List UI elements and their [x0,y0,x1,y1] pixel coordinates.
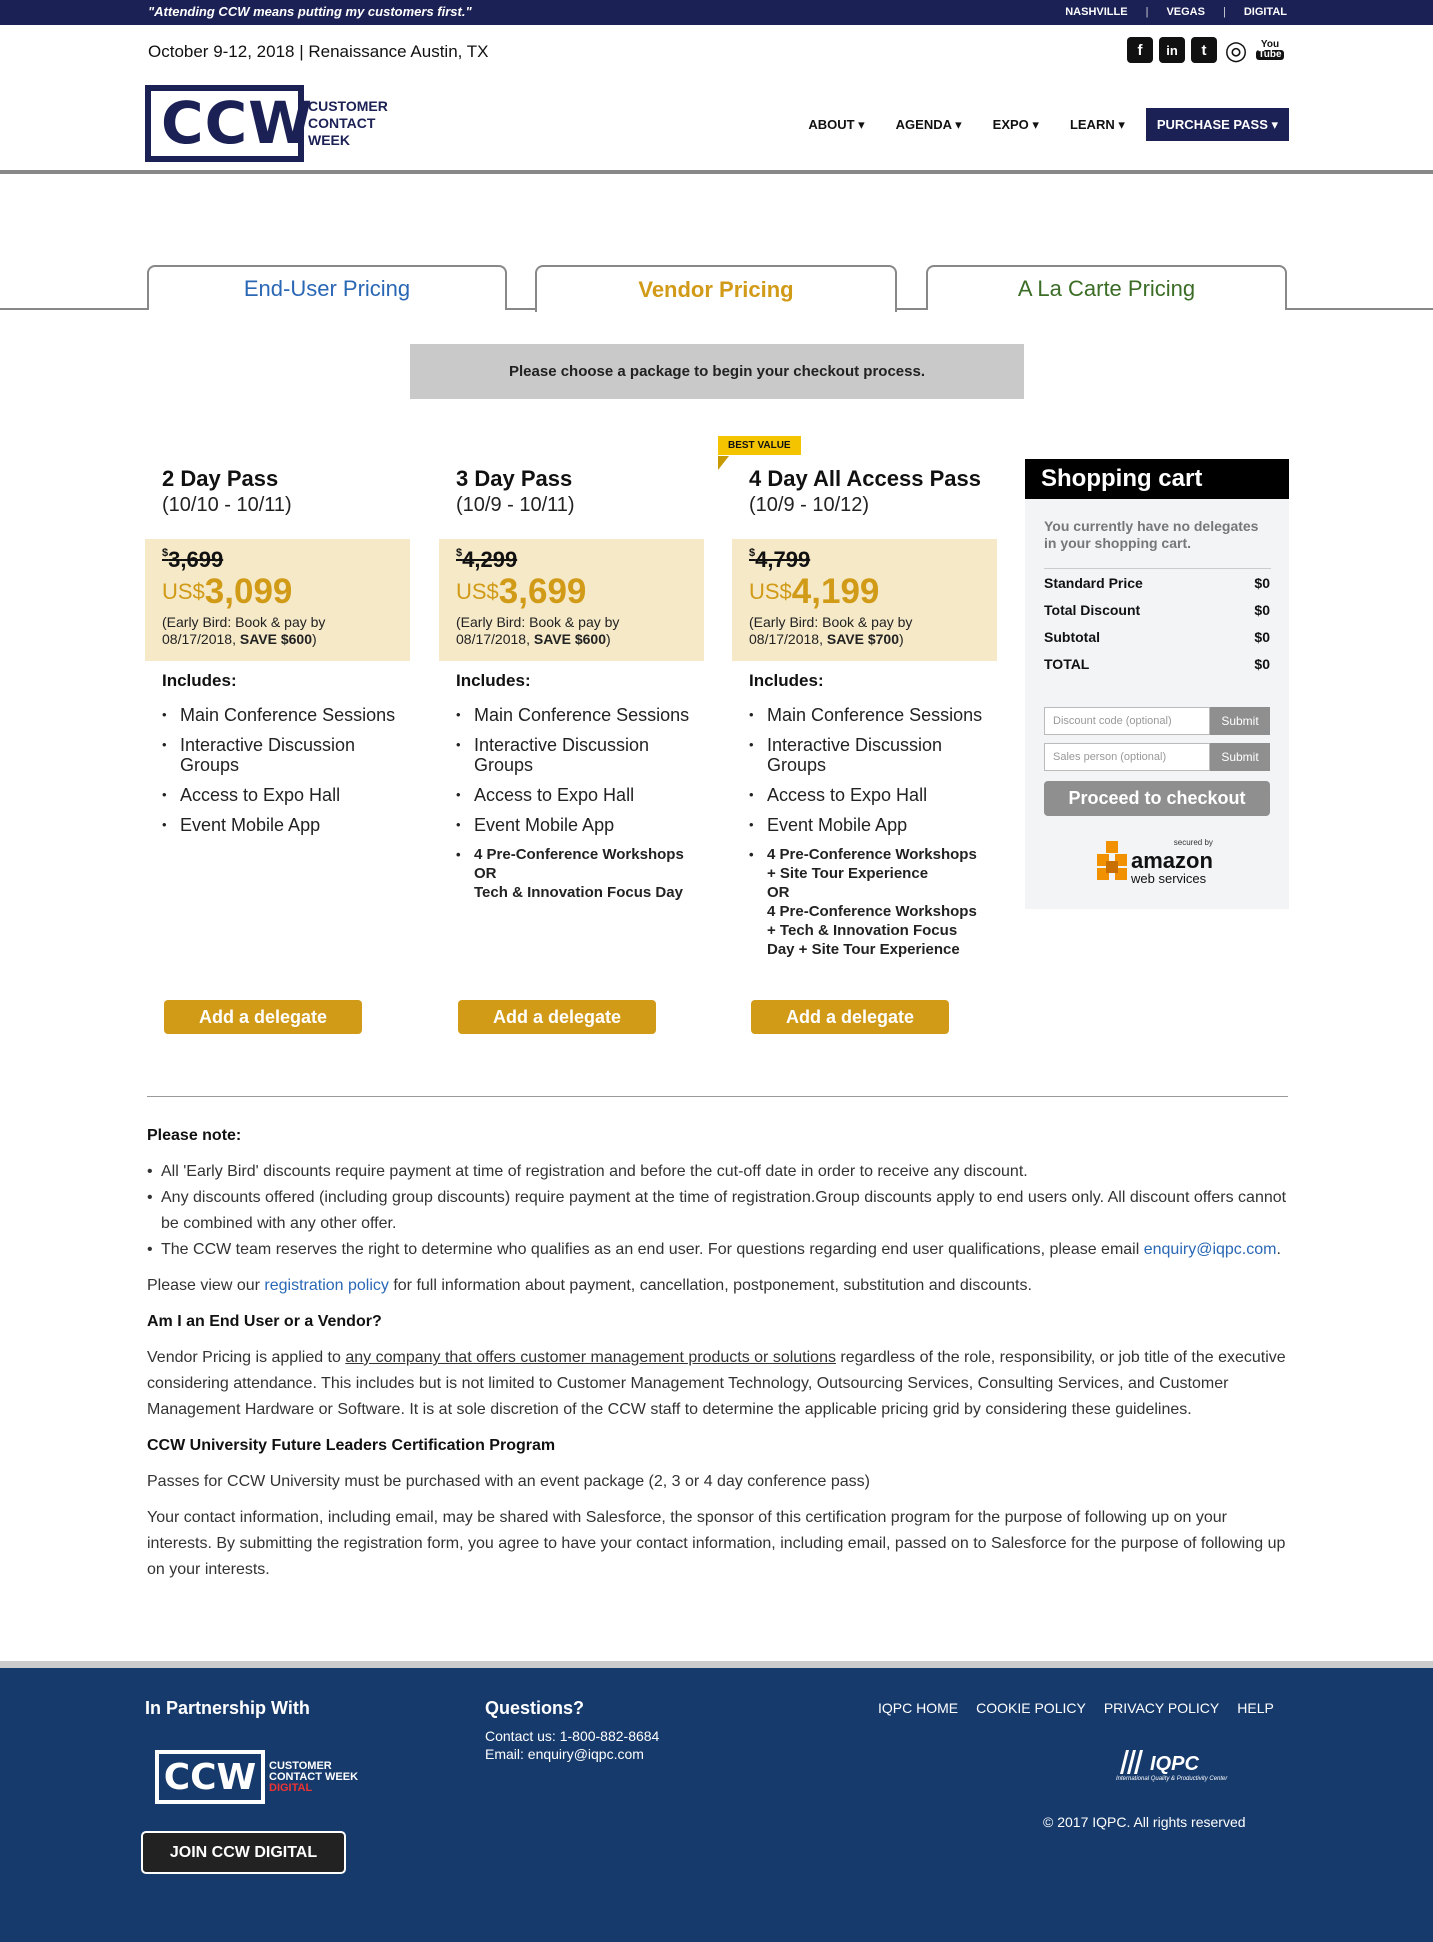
iqpc-logo[interactable] [1116,1746,1261,1782]
vendor-pricing-text [147,1345,1288,1423]
list-item: • Main Conference Sessions [749,705,997,725]
main-nav [777,108,1289,141]
checkout-notice: Please choose a package to begin your checkout process. [410,344,1024,399]
note-bullet-end-user [147,1237,1288,1263]
iqpc-wordmark: IQPC [1150,1753,1199,1775]
price-currency: US$ [749,579,792,604]
aws-secured-badge [1097,836,1217,886]
standard-price [162,547,393,573]
note-text: Vendor Pricing is applied to [147,1349,346,1366]
ccw-logo[interactable] [145,85,388,162]
extra-line: OR [767,884,790,901]
contact-email[interactable]: Email: enquiry@iqpc.com [485,1746,644,1762]
note-text: regardless of the role, responsibility, or job title of the executive considering attendance. This includes but is not limited to Customer Management Technology, Outsourcing Services, Consulting Services, and Customer Management Hardware or Software. It is at sole discretion of the CCW staff to determine the applicable pricing grid by considering these guidelines. [147,1349,1286,1418]
contact-phone[interactable]: Contact us: 1-800-882-8684 [485,1728,660,1744]
standard-price [456,547,687,573]
package-4-day [732,455,997,969]
list-item: • Access to Expo Hall [456,785,704,805]
extra-line: 4 Pre-Conference Workshops [767,903,977,920]
youtube-tube: Tube [1258,49,1282,60]
youtube-you: You [1260,39,1280,50]
section-divider [147,1096,1288,1097]
aws-sub: web services [1131,871,1207,886]
package-dates: (10/10 - 10/11) [162,494,292,516]
note-text: for full information about payment, cancellation, postponement, substitution and discounts. [388,1277,1032,1294]
purchase-pass-button[interactable]: PURCHASE PASS ▾ [1146,108,1289,141]
end-user-vendor-heading: Am I an End User or a Vendor? [147,1313,382,1330]
footer-link-privacy-policy[interactable]: PRIVACY POLICY [1103,1700,1220,1716]
discount-submit-button[interactable]: Submit [1210,707,1270,735]
instagram-icon[interactable]: ◎ [1224,34,1248,65]
eb-save: SAVE $600 [239,631,312,647]
package-3-day [439,455,704,912]
list-item: • Interactive Discussion Groups [456,735,656,775]
list-item: • Event Mobile App [162,815,410,835]
nav-learn[interactable]: LEARN ▾ [1069,116,1125,132]
note-bullet: • Any discounts offered (including group discounts) require payment at the time of registration.Group discounts apply to end users only. All discount offers cannot be combined with any other offer. [147,1185,1288,1237]
includes-list [439,705,704,902]
youtube-icon[interactable] [1255,37,1285,63]
partner-logo-mark: CCW [155,1750,265,1804]
currency-symbol: $ [456,547,463,559]
currency-symbol: $ [749,547,756,559]
tagline-quote: "Attending CCW means putting my customers first." [148,4,472,19]
includes-list [732,705,997,959]
price-currency: US$ [162,579,205,604]
notes-title: Please note: [147,1127,242,1144]
iqpc-bars-icon [1116,1746,1150,1776]
eb-text: (Early Bird: Book & pay by [162,614,326,630]
questions-title: Questions? [485,1698,585,1718]
pricing-notes [147,1123,1288,1583]
add-delegate-button-2-day[interactable]: Add a delegate [164,1000,362,1034]
partner-line: CUSTOMER [269,1759,332,1772]
city-link-digital[interactable]: DIGITAL [1243,6,1287,18]
footer-link-iqpc-home[interactable]: IQPC HOME [878,1700,959,1716]
join-ccw-digital-button[interactable]: JOIN CCW DIGITAL [141,1831,346,1874]
social-links [1127,34,1285,65]
price-currency: US$ [456,579,499,604]
early-bird-price [456,573,687,611]
proceed-to-checkout-button[interactable]: Proceed to checkout [1044,781,1270,816]
logo-line: WEEK [308,132,350,148]
note-period: . [1276,1241,1281,1258]
eb-close: ) [605,631,611,647]
includes-heading: Includes: [162,671,237,690]
includes-list [145,705,410,835]
package-2-day [145,455,410,845]
package-title: 3 Day Pass [456,466,573,491]
cart-row-subtotal [1044,623,1270,650]
standard-price-value: 3,699 [168,547,224,572]
list-item-workshops [749,845,997,959]
currency-symbol: $ [162,547,169,559]
ccw-university-text: Passes for CCW University must be purchased with an event package (2, 3 or 4 day conference pass) [147,1473,871,1490]
price-value: 4,199 [791,572,880,611]
ccw-digital-logo[interactable] [155,1750,358,1804]
early-bird-price [749,573,980,611]
aws-text [1131,836,1213,886]
eb-save: SAVE $600 [533,631,606,647]
note-text: Please view our [147,1277,265,1294]
price-box [145,539,410,661]
iqpc-subtitle: International Quality & Productivity Center [1116,1776,1228,1782]
city-separator: | [1145,6,1149,18]
facebook-icon[interactable]: f [1127,37,1153,63]
standard-price [749,547,980,573]
city-separator: | [1222,6,1226,18]
eb-save: SAVE $700 [826,631,899,647]
eb-close: ) [311,631,317,647]
early-bird-note [749,614,980,648]
logo-wordmark [308,98,388,149]
nav-about[interactable]: ABOUT ▾ [808,116,865,132]
extra-line: Tech & Innovation Focus Day [474,884,683,901]
tab-vendor-pricing[interactable]: Vendor Pricing [535,265,897,312]
package-title: 4 Day All Access Pass [749,466,981,491]
extra-line: + Tech & Innovation Focus [767,922,958,939]
cart-empty-message: You currently have no delegates in your shopping cart. [1044,518,1271,569]
note-bullet: • All 'Early Bird' discounts require payment at time of registration and before the cut-off date in order to receive any discount. [147,1159,1288,1185]
logo-mark-text: CCW [161,89,314,157]
list-item: • Access to Expo Hall [749,785,997,805]
aws-brand: amazon [1131,848,1213,873]
partner-line: CONTACT WEEK [269,1770,359,1783]
cart-row-label: Standard Price [1044,574,1143,591]
eb-date: 08/17/2018, [162,631,240,647]
tab-a-la-carte-pricing[interactable]: A La Carte Pricing [926,265,1287,310]
cart-row-label: Subtotal [1044,628,1100,645]
footer [0,1668,1433,1942]
cart-row-total [1044,650,1270,677]
note-text: The CCW team reserves the right to determine who qualifies as an end user. For questions regarding end user qualifications, please email [161,1241,1144,1258]
eb-text: (Early Bird: Book & pay by [749,614,913,630]
extra-line: OR [474,865,497,882]
cart-row-label: Total Discount [1044,601,1141,618]
aws-secured-by: secured by [1173,838,1213,847]
logo-line: CONTACT [308,115,376,131]
early-bird-note [162,614,393,648]
footer-links [878,1700,1274,1716]
enquiry-email-link[interactable]: enquiry@iqpc.com [1143,1241,1277,1258]
event-dateline: October 9-12, 2018 | Renaissance Austin, TX [148,42,489,61]
list-item: • Access to Expo Hall [162,785,410,805]
city-links [1065,6,1287,18]
list-item: • Main Conference Sessions [456,705,704,725]
list-item: • Event Mobile App [456,815,704,835]
tab-end-user-pricing[interactable]: End-User Pricing [147,265,507,310]
contact-info [485,1727,659,1763]
sales-person-input[interactable]: Sales person (optional) [1044,743,1210,771]
vendor-definition-link[interactable]: any company that offers customer management products or solutions [345,1349,836,1366]
cart-row-value: $0 [1254,601,1270,618]
partnership-title: In Partnership With [145,1698,310,1718]
list-item: • Interactive Discussion Groups [162,735,362,775]
price-value: 3,699 [498,572,587,611]
sales-person-group [1044,743,1270,771]
list-item: • Event Mobile App [749,815,997,835]
partner-line: DIGITAL [269,1781,313,1794]
eb-text: (Early Bird: Book & pay by [456,614,620,630]
logo-mark [145,85,314,162]
includes-heading: Includes: [749,671,824,690]
footer-link-help[interactable]: HELP [1237,1700,1274,1716]
linkedin-icon[interactable]: in [1159,37,1185,63]
eb-date: 08/17/2018, [749,631,827,647]
header-divider [0,170,1433,174]
footer-link-cookie-policy[interactable]: COOKIE POLICY [976,1700,1086,1716]
cart-row-value: $0 [1254,628,1270,645]
standard-price-value: 4,799 [755,547,811,572]
extra-line: + Site Tour Experience [767,865,929,882]
cart-row-value: $0 [1254,574,1270,591]
package-title: 2 Day Pass [162,466,279,491]
extra-line: • 4 Pre-Conference Workshops [474,846,684,863]
price-box [439,539,704,661]
list-item: • Interactive Discussion Groups [749,735,949,775]
package-dates: (10/9 - 10/12) [749,494,870,516]
best-value-badge: BEST VALUE [718,436,801,455]
cart-row-value: $0 [1254,655,1270,672]
eb-close: ) [898,631,904,647]
eb-date: 08/17/2018, [456,631,534,647]
sales-person-submit-button[interactable]: Submit [1210,743,1270,771]
cart-row-total-discount [1044,596,1270,623]
salesforce-disclaimer: Your contact information, including email, may be shared with Salesforce, the sponsor of this certification program for the purpose of following up on your interests. By submitting the registration form, you agree to have your contact information, including email, passed on to Salesforce for the purpose of following up on your interests. [147,1509,1286,1578]
early-bird-price [162,573,393,611]
twitter-icon[interactable]: t [1191,37,1217,63]
logo-line: CUSTOMER [308,98,388,114]
list-item: • Main Conference Sessions [162,705,410,725]
price-value: 3,099 [204,572,293,611]
partner-logo-text [269,1761,358,1794]
add-delegate-button-4-day[interactable]: Add a delegate [751,1000,949,1034]
shopping-cart [1025,459,1289,909]
includes-heading: Includes: [456,671,531,690]
list-item-workshops [456,845,704,902]
early-bird-note [456,614,687,648]
price-box [732,539,997,661]
extra-line: • 4 Pre-Conference Workshops [767,846,977,863]
package-dates: (10/9 - 10/11) [456,494,575,516]
aws-cubes-icon [1097,841,1127,881]
cart-title: Shopping cart [1025,459,1289,499]
city-link-vegas[interactable]: VEGAS [1166,6,1205,18]
top-bar [0,0,1433,25]
discount-code-input[interactable]: Discount code (optional) [1044,707,1210,735]
copyright: © 2017 IQPC. All rights reserved [1043,1814,1246,1830]
footer-separator [0,1661,1433,1668]
nav-expo[interactable]: EXPO ▾ [992,116,1039,132]
registration-policy-note [147,1273,1288,1299]
city-link-nashville[interactable]: NASHVILLE [1065,6,1128,18]
cart-row-label: TOTAL [1044,655,1090,672]
registration-policy-link[interactable]: registration policy [264,1277,389,1294]
discount-code-group [1044,707,1270,735]
cart-row-standard-price [1044,569,1270,596]
nav-agenda[interactable]: AGENDA ▾ [895,116,962,132]
standard-price-value: 4,299 [462,547,518,572]
ccw-university-heading: CCW University Future Leaders Certification Program [147,1437,556,1454]
add-delegate-button-3-day[interactable]: Add a delegate [458,1000,656,1034]
extra-line: Day + Site Tour Experience [767,941,960,958]
